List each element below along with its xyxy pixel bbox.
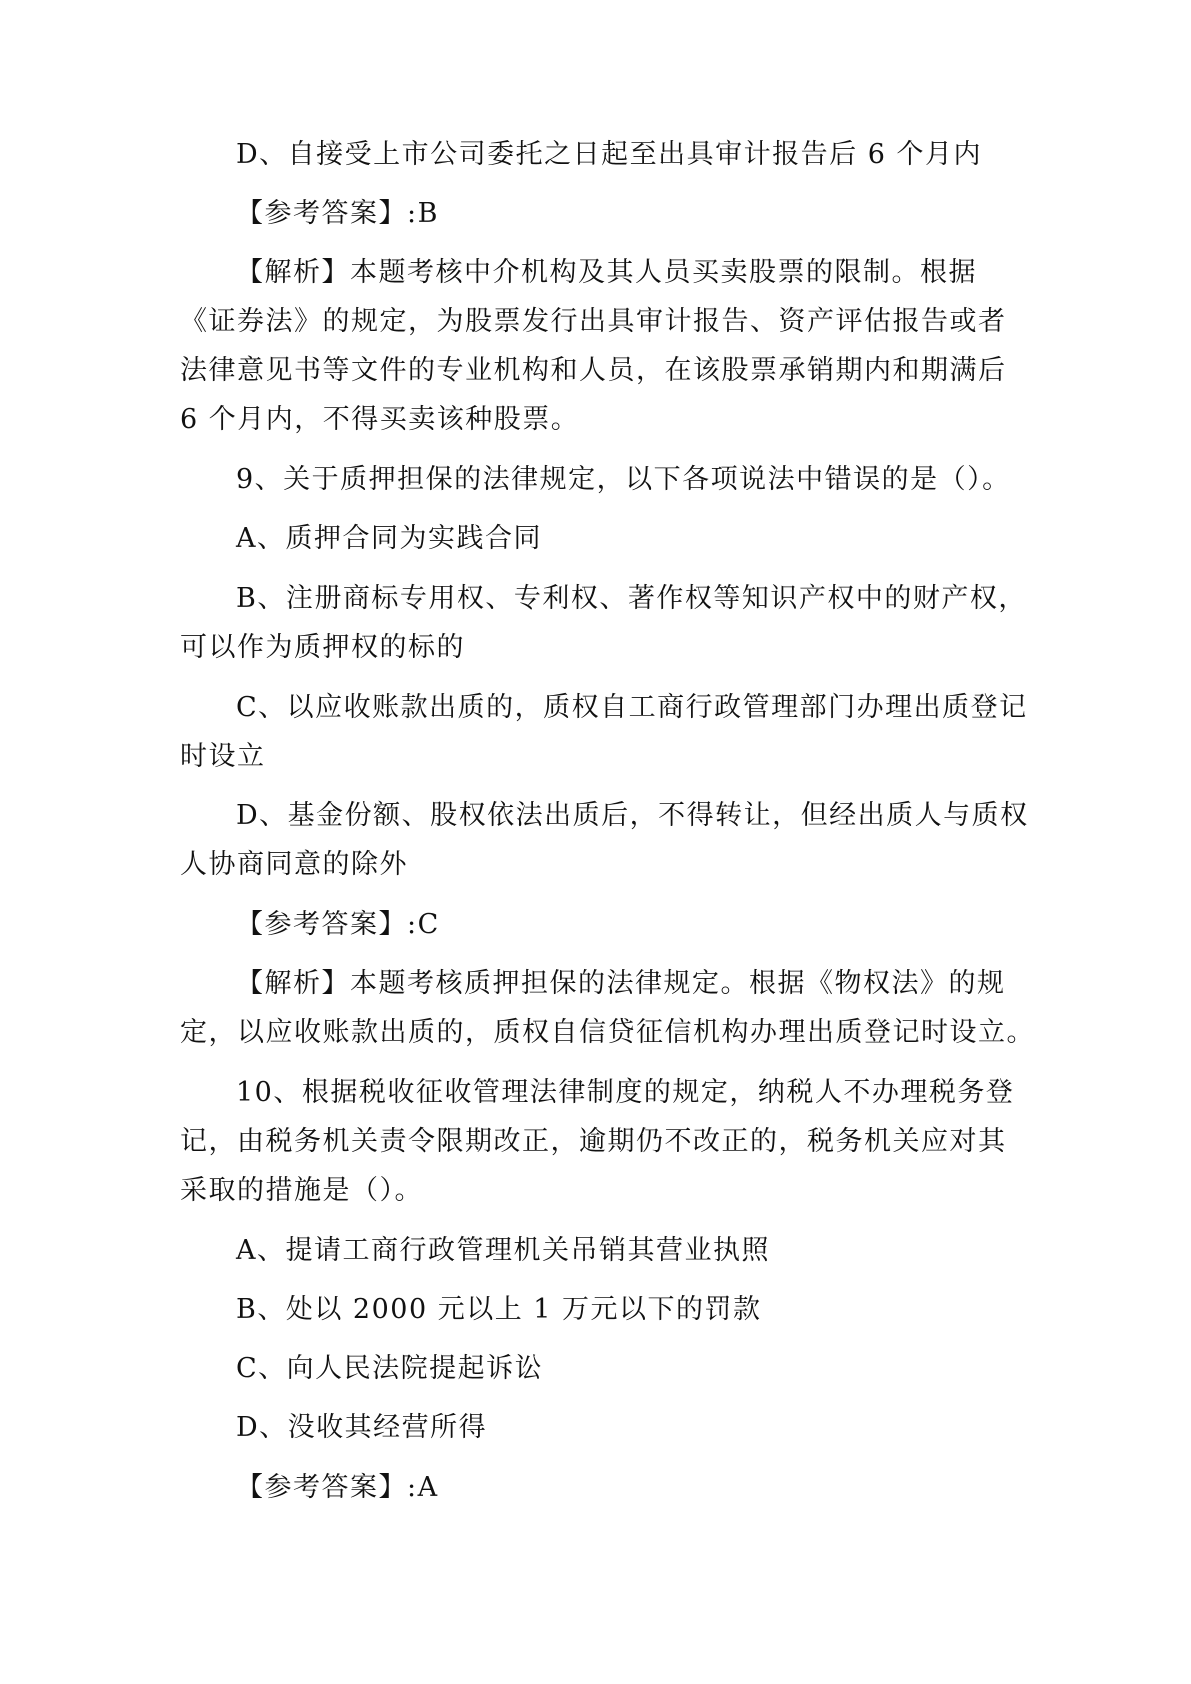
option-a-line: A、质押合同为实践合同 bbox=[236, 523, 542, 554]
reference-answer: 【参考答案】:B bbox=[236, 198, 439, 229]
question-10: 记，由税务机关责令限期改正，逾期仍不改正的，税务机关应对其 bbox=[180, 1126, 1007, 1157]
question-10: 10、根据税收征收管理法律制度的规定，纳税人不办理税务登 bbox=[236, 1077, 1015, 1108]
question-10: 采取的措施是（）。 bbox=[180, 1175, 423, 1206]
option-d-line: D、自接受上市公司委托之日起至出具审计报告后 6 个月内 bbox=[236, 139, 982, 170]
question-9: 9、关于质押担保的法律规定，以下各项说法中错误的是（）。 bbox=[236, 464, 1011, 495]
analysis-line: 6 个月内，不得买卖该种股票。 bbox=[180, 404, 580, 435]
option-b-line: B、处以 2000 元以上 1 万元以下的罚款 bbox=[236, 1294, 762, 1325]
option-a-line: A、提请工商行政管理机关吊销其营业执照 bbox=[236, 1235, 770, 1266]
option-d-line: D、没收其经营所得 bbox=[236, 1412, 488, 1443]
reference-answer: 【参考答案】:A bbox=[236, 1472, 439, 1503]
analysis-line: 【解析】本题考核质押担保的法律规定。根据《物权法》的规 bbox=[236, 968, 1006, 999]
option-b-line: 可以作为质押权的标的 bbox=[180, 632, 465, 663]
option-d-line: 人协商同意的除外 bbox=[180, 849, 408, 880]
analysis-line: 【解析】本题考核中介机构及其人员买卖股票的限制。根据 bbox=[236, 257, 977, 288]
analysis-line: 定，以应收账款出质的，质权自信贷征信机构办理出质登记时设立。 bbox=[180, 1017, 1035, 1048]
analysis-line: 法律意见书等文件的专业机构和人员，在该股票承销期内和期满后 bbox=[180, 355, 1007, 386]
analysis-line: 《证券法》的规定，为股票发行出具审计报告、资产评估报告或者 bbox=[180, 306, 1007, 337]
option-c-line: 时设立 bbox=[180, 741, 266, 772]
option-c-line: C、以应收账款出质的，质权自工商行政管理部门办理出质登记 bbox=[236, 692, 1028, 723]
reference-answer: 【参考答案】:C bbox=[236, 909, 440, 940]
option-d-line: D、基金份额、股权依法出质后，不得转让，但经出质人与质权 bbox=[236, 800, 1029, 831]
option-b-line: B、注册商标专用权、专利权、著作权等知识产权中的财产权， bbox=[236, 583, 1027, 614]
option-c-line: C、向人民法院提起诉讼 bbox=[236, 1353, 544, 1384]
